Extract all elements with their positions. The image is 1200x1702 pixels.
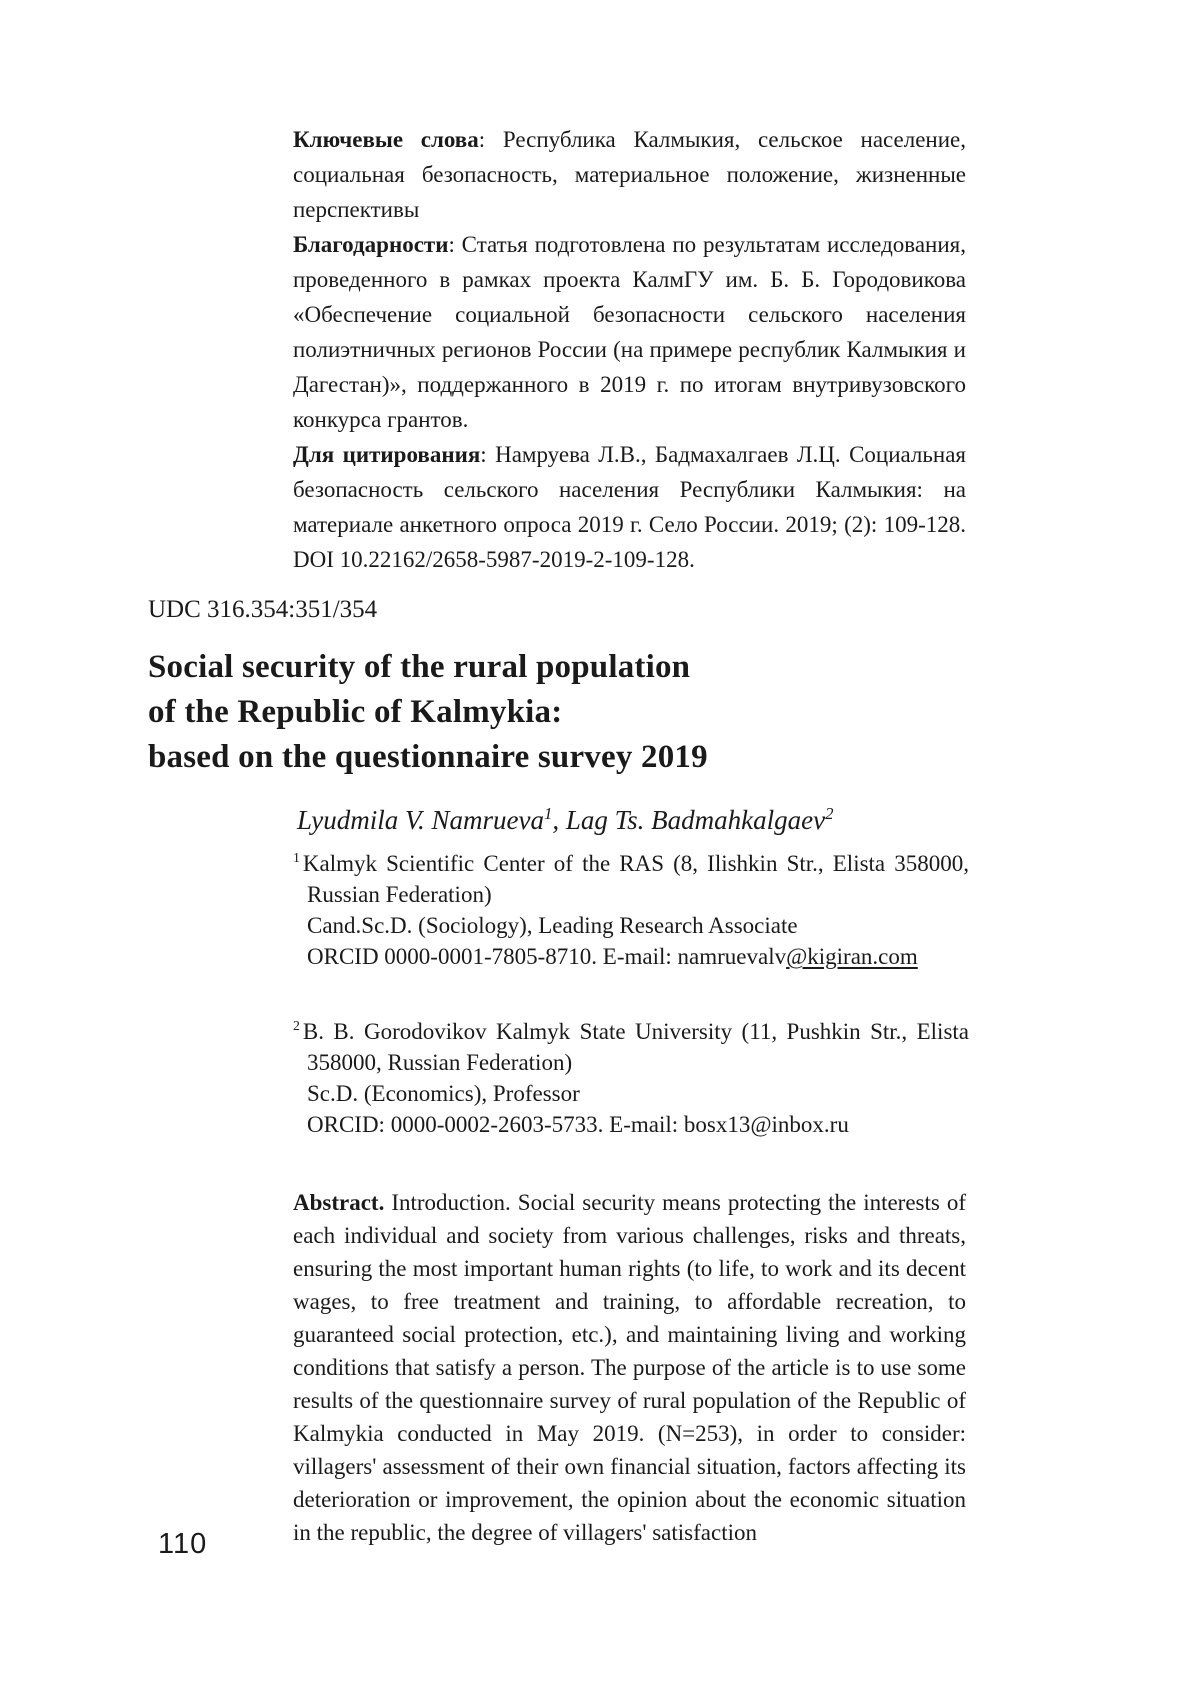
affiliation-1-marker: 1 — [293, 850, 300, 866]
affiliation-2-orcid-email-line: ORCID: 0000-0002-2603-5733. E-mail: bosx13@inbox.ru — [307, 1112, 849, 1137]
author-2-affiliation-marker: 2 — [825, 804, 834, 823]
abstract-block — [293, 1186, 966, 1549]
affiliation-2-position: Sc.D. (Economics), Professor — [307, 1081, 580, 1106]
acknowledgements-text: : Статья подготовлена по результатам исследования, проведенного в рамках проекта КалмГУ им. Б. Б. Городовикова «Обеспечение социальной безопасности сельского населения полиэтничных регионов России (на примере республик Калмыкия и Дагестан)», поддержанного в 2019 г. по итогам внутривузовского конкурса грантов. — [293, 232, 966, 432]
russian-meta-block — [293, 122, 966, 577]
abstract-text: Introduction. Social security means protecting the interests of each individual and society from various challenges, risks and threats, ensuring the most important human rights (to life, to work and its decent wages, to free treatment and training, to affordable recreation, to guaranteed social protection, etc.), and maintaining living and working conditions that satisfy a person. The purpose of the article is to use some results of the questionnaire survey of rural population of the Republic of Kalmykia conducted in May 2019. (N=253), in order to consider: villagers' assessment of their own financial situation, factors affecting its deterioration or improvement, the opinion about the economic situation in the republic, the degree of villagers' satisfaction — [293, 1190, 966, 1545]
affiliation-2 — [293, 1016, 969, 1140]
citation-text: : Намруева Л.В., Бадмахалгаев Л.Ц. Социальная безопасность сельского населения Республики Калмыкия: на материале анкетного опроса 2019 г. Село России. 2019; (2): 109-128. DOI 10.22162/2658-5987-2019-2-109-128. — [293, 442, 966, 572]
affiliation-1-orcid: ORCID 0000-0001-7805-8710. E-mail: namruevalv — [307, 944, 787, 969]
keywords-paragraph — [293, 122, 966, 227]
affiliation-1-email-link[interactable]: @kigiran.com — [786, 944, 918, 969]
affiliation-1-institution-line — [293, 848, 969, 910]
author-1-name: Lyudmila V. Namrueva — [297, 805, 544, 835]
citation-paragraph — [293, 437, 966, 577]
acknowledgements-label: Благодарности — [293, 232, 449, 257]
authors-line — [297, 803, 977, 837]
article-title-line-3: based on the questionnaire survey 2019 — [148, 739, 708, 775]
abstract-label: Abstract. — [293, 1190, 385, 1215]
author-1-affiliation-marker: 1 — [543, 804, 553, 823]
page-number: 110 — [158, 1528, 208, 1560]
affiliation-1-institution: Kalmyk Scientific Center of the RAS (8, Ilishkin Str., Elista 358000, Russian Federation) — [302, 851, 969, 907]
article-title — [148, 645, 1008, 780]
affiliation-1-orcid-email-line — [293, 941, 969, 972]
affiliation-2-institution-line — [293, 1016, 969, 1078]
affiliation-2-institution: B. B. Gorodovikov Kalmyk State University (11, Pushkin Str., Elista 358000, Russian Federation) — [302, 1019, 969, 1075]
article-title-line-1: Social security of the rural population — [148, 649, 691, 685]
article-title-line-2: of the Republic of Kalmykia: — [148, 694, 563, 730]
abstract-paragraph — [293, 1186, 966, 1549]
citation-label: Для цитирования — [293, 442, 481, 467]
keywords-label: Ключевые слова — [293, 127, 479, 152]
udc-code: UDC 316.354:351/354 — [148, 596, 378, 623]
affiliation-1-position: Cand.Sc.D. (Sociology), Leading Research Associate — [307, 913, 798, 938]
acknowledgements-paragraph — [293, 227, 966, 437]
author-2-name: Lag Ts. Badmahkalgaev — [565, 805, 826, 835]
authors-separator: , — [552, 805, 566, 835]
keywords-text: : Республика Калмыкия, сельское население, социальная безопасность, материальное положение, жизненные перспективы — [293, 127, 966, 222]
affiliation-1 — [293, 848, 969, 972]
affiliation-2-marker: 2 — [293, 1018, 300, 1034]
